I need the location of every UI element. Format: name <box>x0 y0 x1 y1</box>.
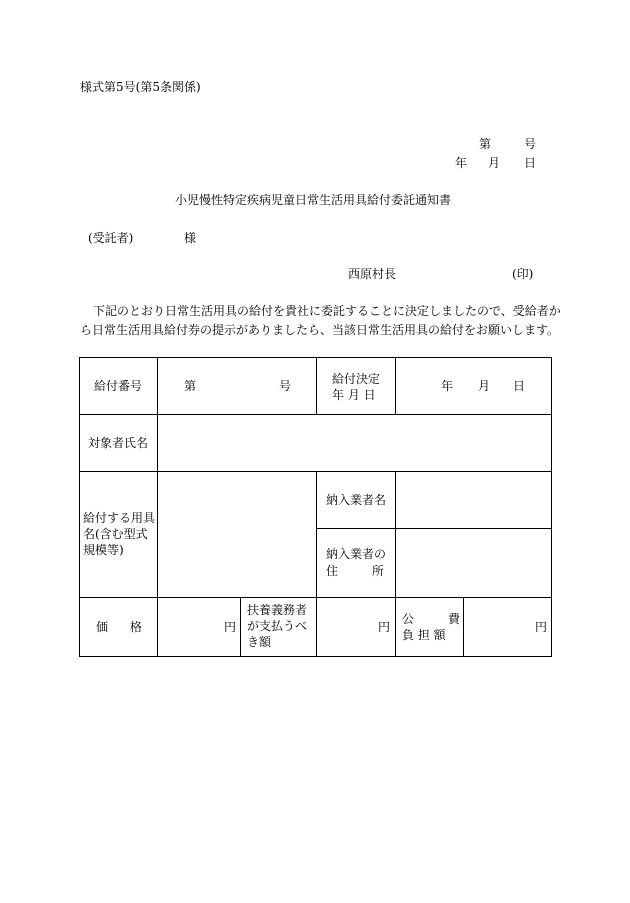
kyufu-bango-label: 給付番号 <box>94 379 143 393</box>
gyosha-name-label: 納入業者名 <box>326 493 387 507</box>
kettei-label-line1: 給付決定 <box>332 372 381 386</box>
recipient-prefix: (受託者) <box>88 231 134 245</box>
fuyo-label-line1: 扶養義務者 <box>247 603 308 617</box>
taishosha-label: 対象者氏名 <box>88 436 149 450</box>
kyufu-dai: 第 <box>184 379 197 393</box>
issuer-name: 西原村長 <box>348 267 397 281</box>
kakaku-kaku: 格 <box>130 620 143 634</box>
kettei-label-line2: 年 月 日 <box>332 388 376 402</box>
number-go: 号 <box>524 137 537 151</box>
kyufu-go: 号 <box>279 379 292 393</box>
fuyo-label-line2: が支払うべ <box>247 619 308 633</box>
seal-mark: (印) <box>512 267 534 281</box>
fuyo-yen: 円 <box>378 620 391 634</box>
yogu-label-line3: 規模等) <box>83 543 124 557</box>
date-tsuki: 月 <box>488 156 501 170</box>
gyosha-addr-label-line1: 納入業者の <box>326 547 387 561</box>
kettei-tsuki: 月 <box>478 379 491 393</box>
form-label: 様式第5号(第5条関係) <box>80 80 201 94</box>
body-line-2: ら日常生活用具給付券の提示がありましたら、当該日常生活用具の給付をお願いします。 <box>80 323 560 337</box>
document-title: 小児慢性特定疾病児童日常生活用具給付委託通知書 <box>175 193 452 207</box>
gyosha-addr-sho: 所 <box>372 564 385 578</box>
yogu-label-line1: 給付する用具 <box>83 511 156 525</box>
body-line-1: 下記のとおり日常生活用具の給付を貴社に委託することに決定しましたので、受給者か <box>93 304 561 318</box>
kakaku-ka: 価 <box>96 620 109 634</box>
kettei-nen: 年 <box>441 379 454 393</box>
date-nen: 年 <box>455 156 468 170</box>
kettei-hi: 日 <box>513 379 526 393</box>
recipient-suffix: 様 <box>184 231 197 245</box>
gyosha-addr-jyu: 住 <box>326 564 339 578</box>
kohi-ko: 公 <box>402 612 415 626</box>
fuyo-label-line3: き額 <box>247 635 272 649</box>
kohi-hi: 費 <box>448 612 461 626</box>
kohi-yen: 円 <box>535 620 548 634</box>
kakaku-yen: 円 <box>224 620 237 634</box>
date-hi: 日 <box>524 156 537 170</box>
futan-label: 負 担 額 <box>402 628 446 642</box>
number-dai: 第 <box>479 137 492 151</box>
yogu-label-line2: 名(含む型式 <box>83 527 148 541</box>
